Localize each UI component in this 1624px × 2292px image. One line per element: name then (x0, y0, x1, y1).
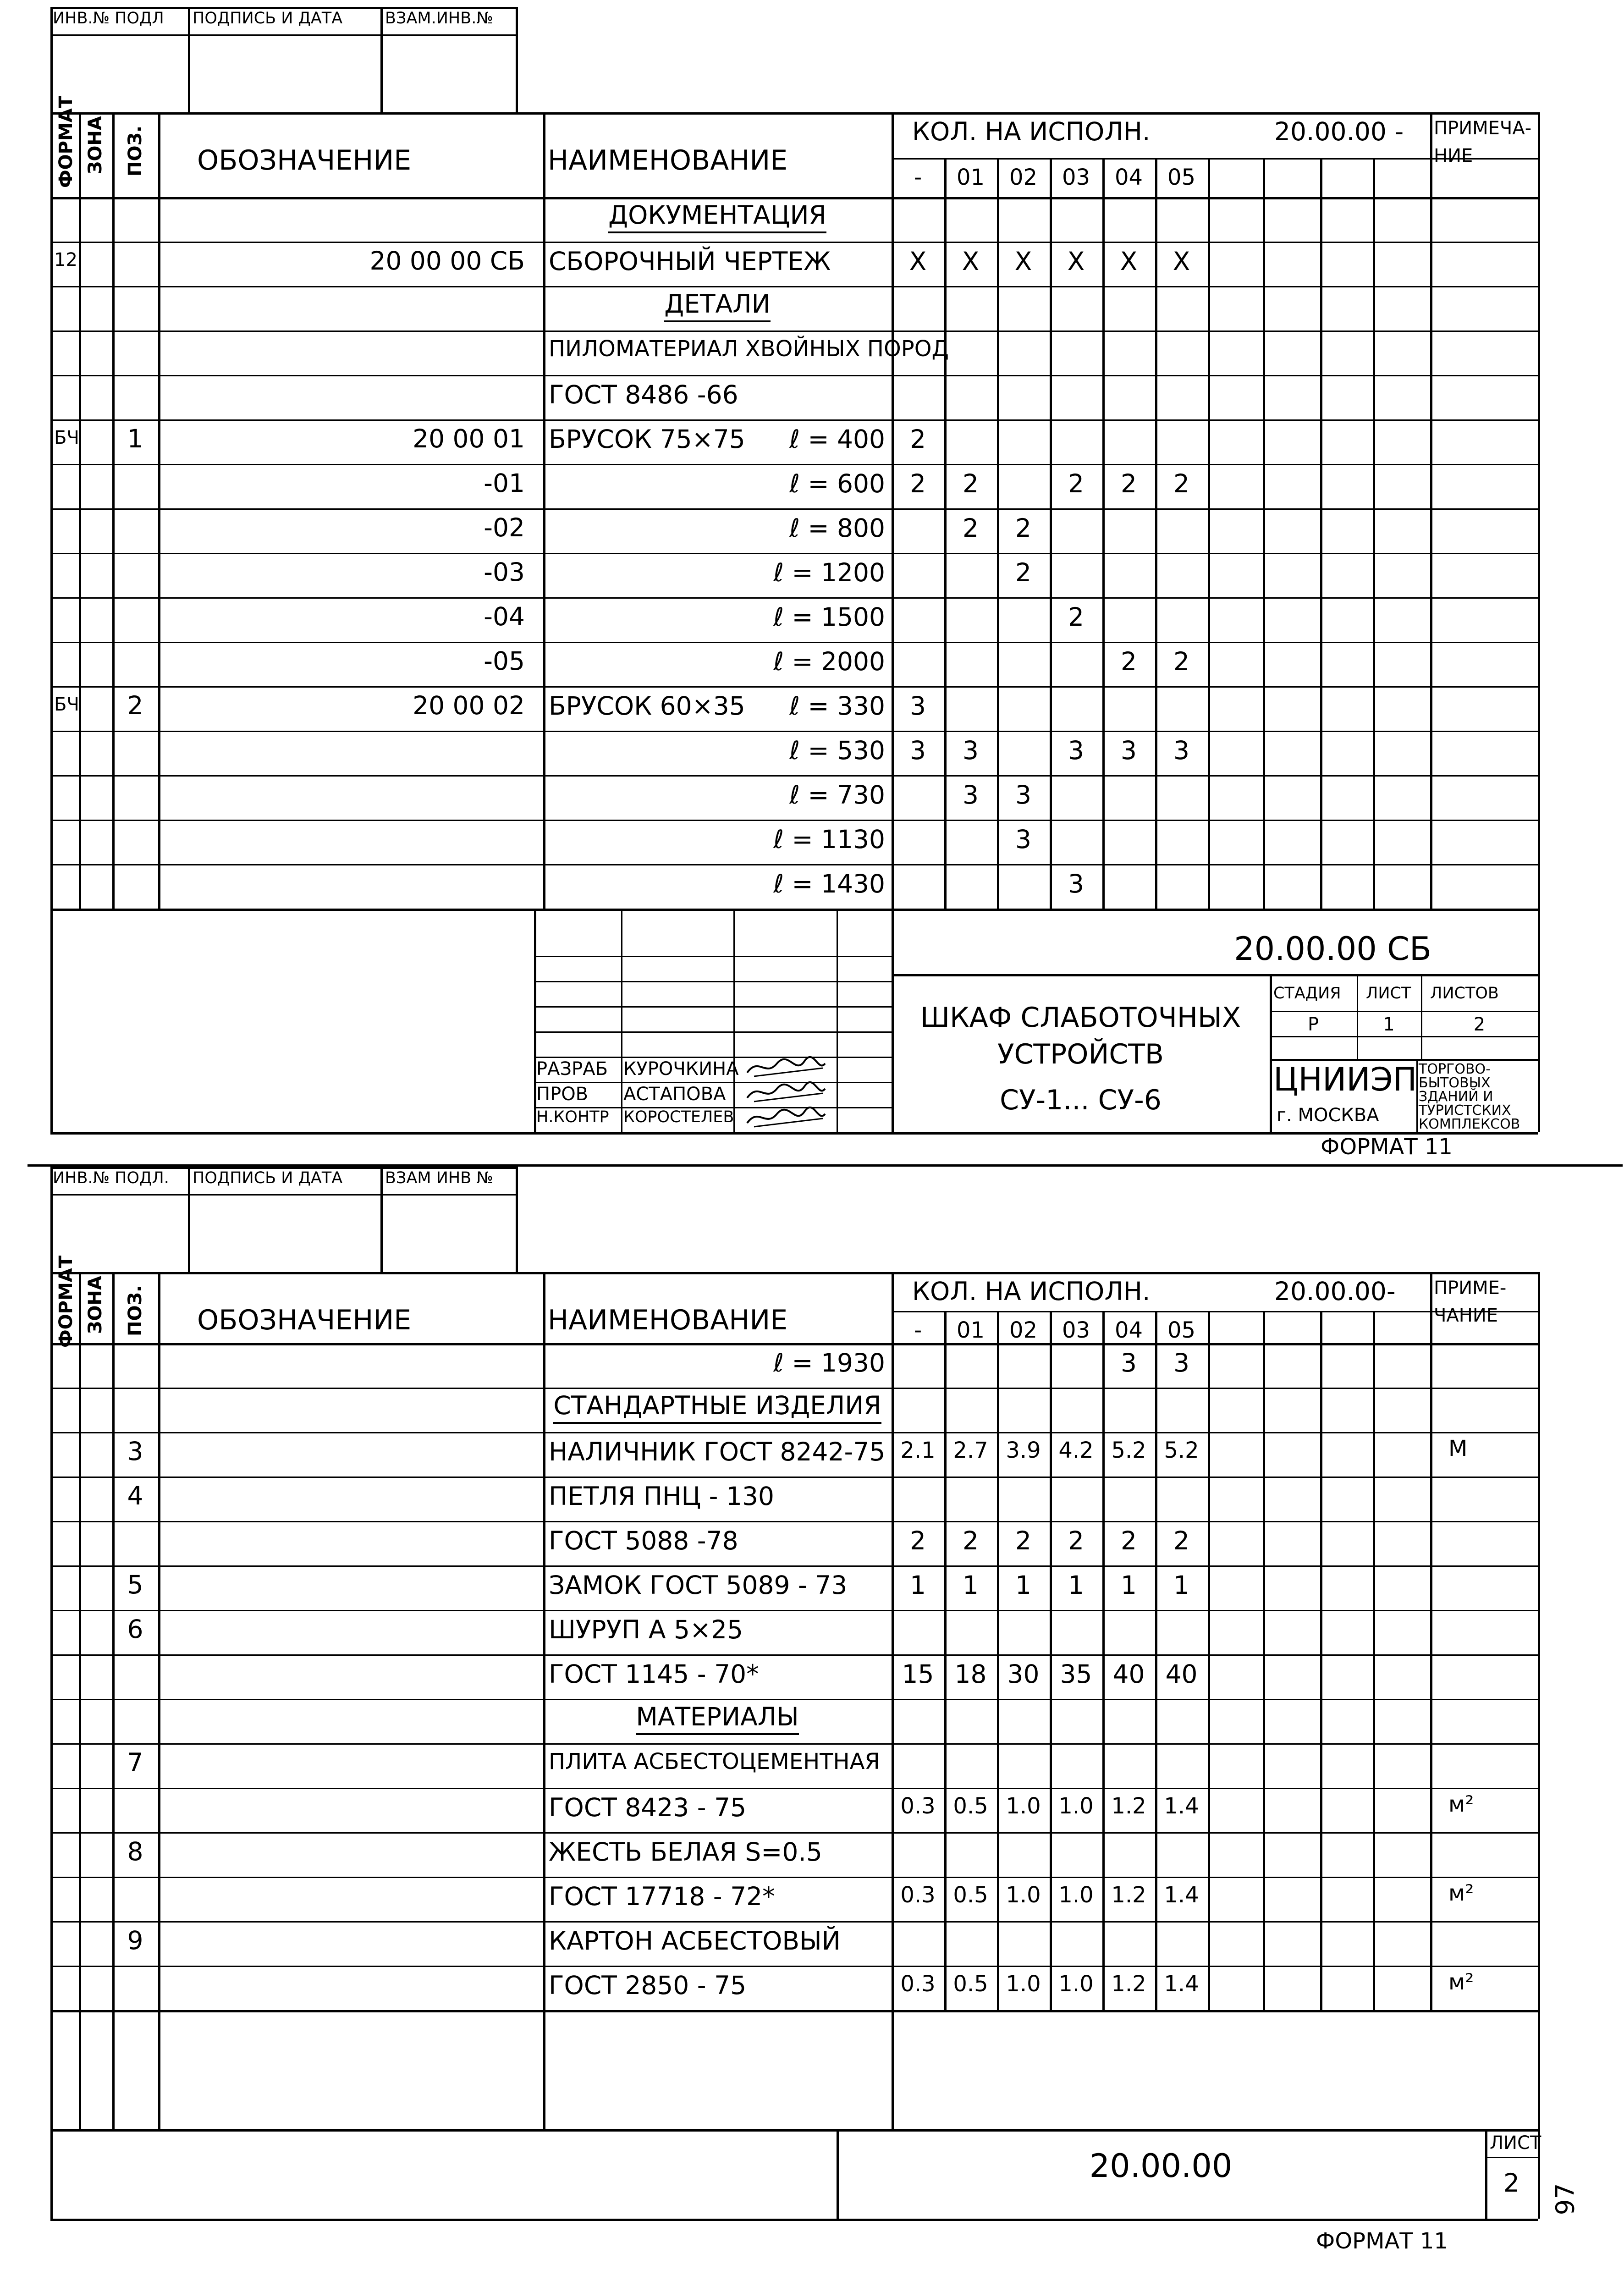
quantity-cell: 2 (1015, 558, 1031, 587)
row-length: ℓ = 1430 (773, 869, 885, 898)
quantity-cell: 1.4 (1164, 1882, 1199, 1908)
row-naimenovanie: ПЛИТА АСБЕСТОЦЕМЕНТНАЯ (549, 1749, 880, 1774)
quantity-cell: X (1014, 247, 1032, 276)
header-zona: ЗОНА (85, 1276, 106, 1334)
signature-scribble (745, 1080, 827, 1105)
row-note: м² (1448, 1969, 1474, 1995)
quantity-cell: X (909, 247, 927, 276)
grid-line (534, 1082, 892, 1083)
quantity-cell: 35 (1060, 1659, 1092, 1689)
grid-line (50, 775, 1538, 777)
header-format: ФОРМАТ (55, 95, 77, 188)
row-naimenovanie: БРУСОК 60×35 (549, 691, 745, 721)
grid-line (50, 1343, 1538, 1344)
row-format: 12 (54, 249, 77, 270)
list-value: 1 (1383, 1014, 1395, 1035)
grid-line (50, 1194, 516, 1196)
row-oboznachenie: -03 (484, 557, 525, 587)
row-length: ℓ = 1130 (773, 825, 885, 854)
grid-line (50, 686, 1538, 688)
header-poz: ПОЗ. (125, 125, 146, 176)
variant-header: 05 (1167, 165, 1196, 190)
title-line-1: ШКАФ СЛАБОТОЧНЫХ (920, 1002, 1241, 1034)
row-poz: 8 (127, 1837, 143, 1866)
grid-line (1270, 974, 1272, 1132)
org-description: ТОРГОВО- (1419, 1061, 1491, 1077)
grid-line (50, 112, 53, 1132)
name-nkontr: КОРОСТЕЛЕВ (623, 1108, 734, 1126)
header-poz: ПОЗ. (125, 1285, 146, 1336)
header-naimenovanie: НАИМЕНОВАНИЕ (548, 1304, 788, 1336)
grid-line (50, 553, 1538, 554)
grid-line (50, 286, 1538, 287)
quantity-cell: 2 (1121, 647, 1137, 676)
row-length: ℓ = 1930 (773, 1348, 885, 1377)
grid-line (79, 112, 81, 909)
grid-line (50, 909, 1538, 911)
grid-line (892, 112, 894, 909)
quantity-cell: 15 (902, 1659, 934, 1689)
list-value-2: 2 (1503, 2168, 1519, 2198)
row-poz: 1 (127, 424, 143, 453)
quantity-cell: 2 (963, 469, 979, 498)
stamp-podpis-data: ПОДПИСЬ И ДАТА (193, 9, 343, 28)
row-note: М (1448, 1436, 1468, 1461)
row-poz: 5 (127, 1570, 143, 1599)
row-naimenovanie: ГОСТ 8486 -66 (549, 380, 738, 409)
quantity-cell: 2 (1068, 602, 1084, 632)
row-naimenovanie: ГОСТ 5088 -78 (549, 1526, 738, 1555)
grid-line (543, 2010, 545, 2129)
quantity-cell: 0.5 (953, 1971, 988, 1997)
grid-line (50, 1272, 53, 2219)
grid-line (1430, 112, 1432, 909)
grid-line (50, 1610, 1538, 1611)
org-description: ЗДАНИЙ И (1419, 1089, 1493, 1105)
quantity-cell: 1 (963, 1570, 979, 1600)
grid-line (1270, 1011, 1538, 1012)
org-description: БЫТОВЫХ (1419, 1075, 1491, 1091)
label-prov: ПРОВ (536, 1084, 589, 1105)
variant-header: 04 (1114, 165, 1143, 190)
stamp-vzam-inv: ВЗАМ.ИНВ.№ (385, 9, 493, 28)
section-heading (543, 289, 892, 319)
quantity-cell: 2 (1068, 469, 1084, 498)
grid-line (1263, 158, 1265, 909)
quantity-cell: 2 (1015, 513, 1031, 543)
header-oboznachenie: ОБОЗНАЧЕНИЕ (197, 144, 412, 176)
quantity-cell: 1.0 (1058, 1971, 1094, 1997)
quantity-cell: 5.2 (1164, 1438, 1199, 1463)
row-naimenovanie: ГОСТ 17718 - 72* (549, 1882, 775, 1911)
quantity-cell: 3 (1173, 736, 1189, 765)
variant-header: 01 (956, 1317, 985, 1343)
quantity-cell: 1.2 (1111, 1882, 1146, 1908)
variant-header: 03 (1062, 165, 1090, 190)
signature-scribble (745, 1105, 827, 1130)
grid-line (50, 331, 1538, 332)
row-oboznachenie: 20 00 02 (413, 691, 525, 720)
variant-header: 05 (1167, 1317, 1196, 1343)
row-length: ℓ = 800 (789, 513, 885, 543)
grid-line (1373, 1311, 1375, 2010)
grid-line (1270, 1036, 1538, 1037)
row-naimenovanie: ЗАМОК ГОСТ 5089 - 73 (549, 1570, 848, 1600)
quantity-cell: 3 (1173, 1348, 1189, 1377)
quantity-cell: X (1173, 247, 1190, 276)
variant-header: 02 (1009, 1317, 1038, 1343)
grid-line (112, 2010, 115, 2129)
grid-line (1208, 1311, 1210, 2010)
row-length: ℓ = 2000 (773, 647, 885, 676)
grid-line (1485, 2157, 1538, 2158)
grid-line (50, 1877, 1538, 1878)
label-nkontr: Н.КОНТР (536, 1108, 609, 1126)
grid-line (50, 1788, 1538, 1789)
grid-line (50, 1654, 1538, 1656)
quantity-cell: 0.3 (900, 1971, 936, 1997)
row-oboznachenie: 20 00 01 (413, 424, 525, 453)
grid-line (158, 1272, 160, 2010)
header-primechanie-1: ПРИМЕЧА- (1434, 118, 1532, 139)
label-listov: ЛИСТОВ (1430, 984, 1499, 1003)
row-poz: 7 (127, 1748, 143, 1777)
quantity-cell: 3 (1068, 736, 1084, 765)
grid-line (112, 112, 115, 909)
variant-header: 01 (956, 165, 985, 190)
grid-line (50, 1432, 1538, 1433)
quantity-cell: 30 (1007, 1659, 1040, 1689)
grid-line (50, 375, 1538, 376)
row-oboznachenie: -04 (484, 602, 525, 631)
header-naimenovanie: НАИМЕНОВАНИЕ (548, 144, 788, 176)
grid-line (50, 597, 1538, 599)
quantity-cell: X (1067, 247, 1085, 276)
grid-line (733, 909, 735, 1132)
grid-line (380, 1167, 383, 1272)
stamp-inv-podl: ИНВ.№ ПОДЛ. (53, 1169, 169, 1187)
side-page-number: 97 (1550, 2183, 1580, 2215)
header-doc-code: 20.00.00- (1274, 1277, 1396, 1306)
quantity-cell: 2 (910, 424, 926, 454)
row-naimenovanie: БРУСОК 75×75 (549, 424, 745, 454)
quantity-cell: 2 (963, 1526, 979, 1555)
row-naimenovanie: ПИЛОМАТЕРИАЛ ХВОЙНЫХ ПОРОД (549, 336, 949, 362)
grid-line (621, 909, 622, 1132)
grid-line (534, 1006, 892, 1008)
grid-line (50, 1565, 1538, 1567)
signature-scribble (745, 1054, 827, 1080)
grid-line (50, 1132, 1538, 1135)
row-naimenovanie: ГОСТ 1145 - 70* (549, 1659, 759, 1689)
quantity-cell: 2.1 (900, 1438, 936, 1463)
quantity-cell: 1.0 (1006, 1793, 1041, 1819)
quantity-cell: 3 (1015, 780, 1031, 810)
grid-line (1263, 1311, 1265, 2010)
quantity-cell: 1.0 (1058, 1882, 1094, 1908)
section-heading-text: СТАНДАРТНЫЕ ИЗДЕЛИЯ (553, 1391, 881, 1424)
quantity-cell: 0.3 (900, 1793, 936, 1819)
grid-line (79, 1272, 81, 2010)
grid-line (543, 1272, 545, 2010)
variant-header: 03 (1062, 1317, 1090, 1343)
grid-line (1430, 1272, 1432, 2010)
grid-line (50, 34, 516, 36)
stamp-vzam-inv: ВЗАМ ИНВ № (385, 1169, 493, 1187)
format-label-2: ФОРМАТ 11 (1316, 2228, 1448, 2254)
quantity-cell: 2 (1068, 1526, 1084, 1555)
grid-line (50, 2129, 1538, 2132)
row-format: БЧ (54, 694, 79, 715)
grid-line (50, 1388, 1538, 1389)
quantity-cell: 1.0 (1006, 1971, 1041, 1997)
grid-line (892, 974, 1538, 976)
quantity-cell: 2 (910, 1526, 926, 1555)
quantity-cell: X (1120, 247, 1138, 276)
grid-line (158, 2010, 160, 2129)
org-name: ЦНИИЭП (1273, 1061, 1417, 1098)
row-naimenovanie: КАРТОН АСБЕСТОВЫЙ (549, 1926, 841, 1956)
label-stadiya: СТАДИЯ (1273, 984, 1341, 1003)
grid-line (516, 7, 518, 112)
row-naimenovanie: НАЛИЧНИК ГОСТ 8242-75 (549, 1437, 886, 1466)
grid-line (50, 1477, 1538, 1478)
quantity-cell: 3 (1068, 869, 1084, 898)
quantity-cell: 1.0 (1006, 1882, 1041, 1908)
quantity-cell: 40 (1112, 1659, 1145, 1689)
quantity-cell: 2 (963, 513, 979, 543)
quantity-cell: 5.2 (1111, 1438, 1146, 1463)
quantity-cell: 1 (1121, 1570, 1137, 1600)
grid-line (158, 112, 160, 909)
quantity-cell: 2 (910, 469, 926, 498)
grid-line (50, 419, 1538, 421)
quantity-cell: 1 (1173, 1570, 1189, 1600)
row-naimenovanie: ЖЕСТЬ БЕЛАЯ S=0.5 (549, 1837, 822, 1867)
grid-line (534, 1057, 892, 1058)
header-primechanie-1: ПРИМЕ- (1434, 1278, 1507, 1299)
row-oboznachenie: -05 (484, 646, 525, 676)
grid-line (50, 820, 1538, 821)
header-primechanie-2: НИЕ (1434, 145, 1473, 166)
label-list-2: ЛИСТ (1490, 2132, 1541, 2154)
header-oboznachenie: ОБОЗНАЧЕНИЕ (197, 1304, 412, 1336)
row-naimenovanie: ШУРУП А 5×25 (549, 1615, 743, 1644)
row-poz: 6 (127, 1614, 143, 1644)
quantity-cell: 1.2 (1111, 1793, 1146, 1819)
grid-line (1538, 112, 1540, 1132)
section-heading (543, 200, 892, 230)
quantity-cell: 2.7 (953, 1438, 988, 1463)
listov-value: 2 (1473, 1014, 1486, 1035)
row-length: ℓ = 1200 (773, 558, 885, 587)
grid-line (534, 1031, 892, 1033)
quantity-cell: 1.2 (1111, 1971, 1146, 1997)
quantity-cell: 1 (910, 1570, 926, 1600)
quantity-cell: 2 (1173, 647, 1189, 676)
grid-line (50, 464, 1538, 465)
title-line-2: УСТРОЙСТВ (997, 1038, 1164, 1070)
grid-line (50, 864, 1538, 865)
row-note: м² (1448, 1791, 1474, 1817)
quantity-cell: 3.9 (1006, 1438, 1041, 1463)
grid-line (50, 1743, 1538, 1745)
grid-line (534, 956, 892, 957)
stamp-podpis-data: ПОДПИСЬ И ДАТА (193, 1169, 343, 1187)
variant-header: 02 (1009, 165, 1038, 190)
quantity-cell: 0.5 (953, 1793, 988, 1819)
quantity-cell: 4.2 (1058, 1438, 1094, 1463)
grid-line (50, 197, 1538, 198)
grid-line (1538, 1272, 1540, 2219)
row-poz: 4 (127, 1481, 143, 1510)
org-city: г. МОСКВА (1277, 1105, 1379, 1126)
row-oboznachenie: -02 (484, 513, 525, 542)
quantity-cell: 0.3 (900, 1882, 936, 1908)
row-format: БЧ (54, 427, 79, 448)
grid-line (50, 2219, 1538, 2221)
grid-line (380, 7, 383, 112)
grid-line (1208, 158, 1210, 909)
section-heading-text: ДЕТАЛИ (664, 289, 770, 322)
quantity-cell: 1 (1068, 1570, 1084, 1600)
quantity-cell: 2 (1173, 1526, 1189, 1555)
row-poz: 3 (127, 1437, 143, 1466)
grid-line (543, 112, 545, 909)
variant-header: - (914, 1317, 922, 1343)
grid-line (1320, 158, 1322, 909)
label-razrab: РАЗРАБ (536, 1058, 608, 1080)
grid-line (50, 508, 1538, 510)
header-format: ФОРМАТ (55, 1255, 77, 1348)
title-line-3: СУ-1... СУ-6 (1000, 1084, 1162, 1116)
grid-line (1373, 158, 1375, 909)
header-doc-code: 20.00.00 - (1274, 117, 1404, 146)
quantity-cell: 1 (1015, 1570, 1031, 1600)
section-heading-text: ДОКУМЕНТАЦИЯ (608, 200, 826, 233)
name-razrab: КУРОЧКИНА (623, 1058, 739, 1080)
row-length: ℓ = 330 (789, 691, 885, 721)
grid-line (50, 1832, 1538, 1834)
section-heading (543, 1393, 892, 1418)
quantity-cell: 1.0 (1058, 1793, 1094, 1819)
variant-header: 04 (1114, 1317, 1143, 1343)
row-length: ℓ = 400 (789, 424, 885, 454)
variant-header: - (914, 165, 922, 190)
grid-line (50, 1521, 1538, 1522)
header-primechanie-2: ЧАНИЕ (1434, 1305, 1498, 1326)
quantity-cell: 3 (1121, 736, 1137, 765)
quantity-cell: X (962, 247, 980, 276)
row-poz: 2 (127, 691, 143, 720)
grid-line (50, 731, 1538, 732)
quantity-cell: 18 (954, 1659, 987, 1689)
quantity-cell: 0.5 (953, 1882, 988, 1908)
doc-code-2: 20.00.00 (1089, 2147, 1233, 2185)
header-zona: ЗОНА (85, 116, 106, 174)
row-note: м² (1448, 1880, 1474, 1906)
quantity-cell: 1.4 (1164, 1971, 1199, 1997)
format-label: ФОРМАТ 11 (1321, 1134, 1453, 1160)
grid-line (50, 2010, 1538, 2012)
stamp-inv-podl: ИНВ.№ ПОДЛ (53, 9, 164, 28)
grid-line (188, 1167, 190, 1272)
quantity-cell: 3 (910, 736, 926, 765)
grid-line (50, 1272, 1538, 1274)
row-length: ℓ = 600 (789, 469, 885, 498)
row-length: ℓ = 530 (789, 736, 885, 765)
row-poz: 9 (127, 1926, 143, 1955)
quantity-cell: 3 (963, 736, 979, 765)
grid-line (516, 1167, 518, 1272)
quantity-cell: 3 (1121, 1348, 1137, 1377)
row-naimenovanie: ПЕТЛЯ ПНЦ - 130 (549, 1482, 774, 1511)
quantity-cell: 1.4 (1164, 1793, 1199, 1819)
quantity-cell: 3 (910, 691, 926, 721)
grid-line (50, 642, 1538, 643)
org-description: ТУРИСТСКИХ (1419, 1102, 1511, 1118)
name-prov: АСТАПОВА (623, 1084, 726, 1105)
row-naimenovanie: СБОРОЧНЫЙ ЧЕРТЕЖ (549, 247, 831, 276)
grid-line (534, 981, 892, 982)
grid-line (50, 1966, 1538, 1967)
header-kol-na-ispoln: КОЛ. НА ИСПОЛН. (912, 1277, 1151, 1306)
grid-line (837, 909, 838, 1132)
grid-line (1320, 1311, 1322, 2010)
row-naimenovanie: ГОСТ 8423 - 75 (549, 1793, 747, 1822)
doc-code: 20.00.00 СБ (1234, 930, 1431, 968)
grid-line (50, 112, 1538, 115)
row-length: ℓ = 1500 (773, 602, 885, 632)
quantity-cell: 3 (1015, 825, 1031, 854)
quantity-cell: 40 (1165, 1659, 1198, 1689)
stadiya-value: Р (1307, 1014, 1319, 1035)
row-oboznachenie: -01 (484, 468, 525, 498)
grid-line (50, 1699, 1538, 1700)
quantity-cell: 2 (1121, 1526, 1137, 1555)
section-heading (543, 1704, 892, 1730)
grid-line (892, 2010, 894, 2129)
grid-line (188, 7, 190, 112)
section-heading-text: МАТЕРИАЛЫ (636, 1702, 798, 1735)
quantity-cell: 2 (1121, 469, 1137, 498)
grid-line (50, 1921, 1538, 1923)
row-oboznachenie: 20 00 00 СБ (369, 246, 525, 275)
row-length: ℓ = 730 (789, 780, 885, 810)
grid-line (50, 242, 1538, 243)
row-naimenovanie: ГОСТ 2850 - 75 (549, 1971, 747, 2000)
header-kol-na-ispoln: КОЛ. НА ИСПОЛН. (912, 117, 1151, 146)
quantity-cell: 3 (963, 780, 979, 810)
grid-line (79, 2010, 81, 2129)
org-description: КОМПЛЕКСОВ (1419, 1116, 1520, 1132)
label-list: ЛИСТ (1366, 984, 1411, 1003)
quantity-cell: 2 (1173, 469, 1189, 498)
quantity-cell: 2 (1015, 1526, 1031, 1555)
